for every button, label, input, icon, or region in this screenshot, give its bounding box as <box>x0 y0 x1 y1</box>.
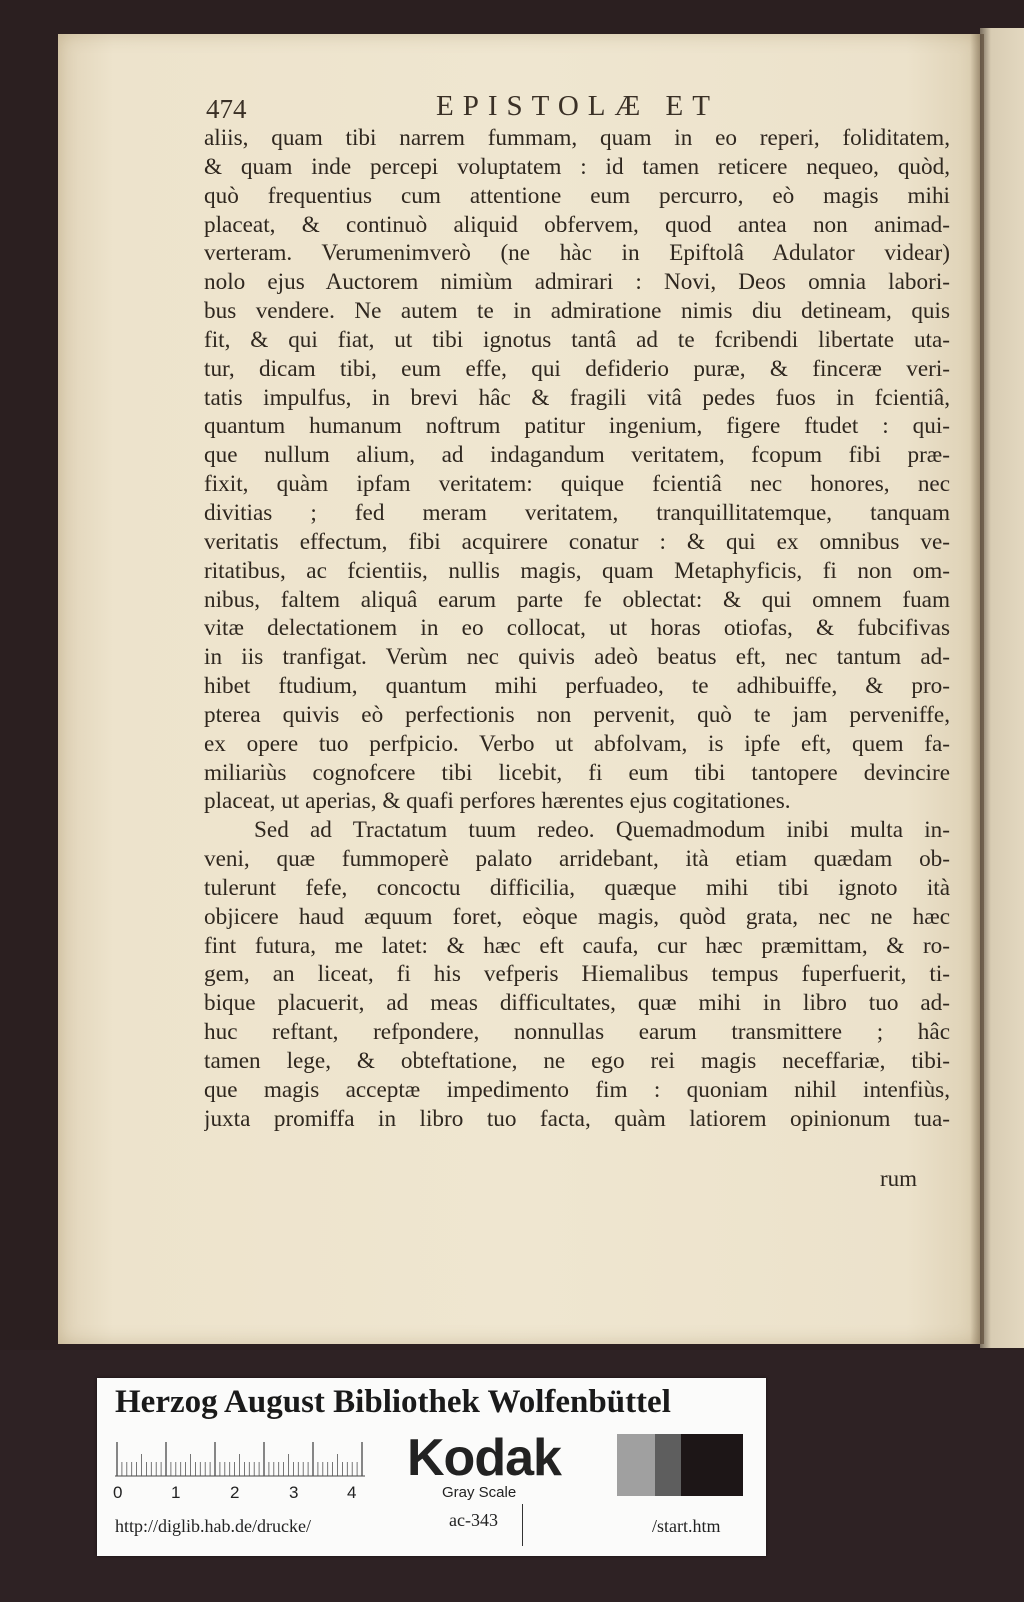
library-name: Herzog August Bibliothek Wolfenbüttel <box>115 1384 671 1420</box>
text-line: aliis, quam tibi narrem fummam, quam in eo reperi, foliditatem, <box>204 125 950 151</box>
card-url-left: http://diglib.hab.de/drucke/ <box>115 1516 311 1536</box>
text-line: huc reftant, refpondere, nonnullas earum transmittere ; hâc <box>204 1019 950 1046</box>
catchword: rum <box>880 1166 918 1191</box>
text-line: in iis tranfigat. Verùm nec quivis adeò beatus eft, nec tantum ad- <box>204 644 950 671</box>
text-line: veritatis effectum, fibi acquirere conatur : & qui ex omnibus ve- <box>204 528 950 555</box>
text-line: tatis impulfus, in brevi hâc & fragili vitâ pedes fuos in fcientiâ, <box>204 384 950 411</box>
header-title: EPISTOLÆ ET <box>436 90 719 122</box>
text-line: & quam inde percepi voluptatem : id tamen reticere nequeo, quòd, <box>204 153 950 180</box>
text-line: tulerunt fefe, concoctu difficilia, quæque mihi tibi ignoto ità <box>204 874 950 901</box>
text-line: fit, & qui fiat, ut tibi ignotus tantâ ad te fcribendi libertate uta- <box>204 326 950 353</box>
card-code: ac-343 <box>449 1510 498 1530</box>
gray-patch-mid <box>655 1434 681 1496</box>
gray-scale-label: Gray Scale <box>442 1484 517 1501</box>
text-line: fint futura, me latet: & hæc eft caufa, cur hæc præmittam, & ro- <box>204 932 950 959</box>
text-line: ex opere tuo perfpicio. Verbo ut abfolvam, is ipfe eft, quem fa- <box>204 730 950 757</box>
body-text <box>204 124 950 1134</box>
ruler-number: 2 <box>230 1483 240 1502</box>
ruler-scale <box>115 1440 375 1480</box>
text-line: divitias ; fed meram veritatem, tranquillitatemque, tanquam <box>204 499 950 526</box>
text-line: nibus, faltem aliquâ earum parte fe oblectat: & qui omnem fuam <box>204 586 950 613</box>
ruler-number: 4 <box>347 1483 357 1502</box>
text-line: bique placuerit, ad meas difficultates, quæ mihi in libro tuo ad- <box>204 990 950 1017</box>
gray-patch-light <box>617 1434 655 1496</box>
ruler-number: 0 <box>113 1483 123 1502</box>
kodak-logo: Kodak <box>407 1429 561 1487</box>
text-line: pterea quivis eò perfectionis non pervenit, quò te jam perveniffe, <box>204 701 950 728</box>
text-line: verteram. Verumenimverò (ne hàc in Epiftolâ Adulator videar) <box>204 240 950 267</box>
card-url-right: /start.htm <box>652 1516 721 1536</box>
text-line: tur, dicam tibi, eum effe, qui defiderio puræ, & finceræ veri- <box>204 355 950 382</box>
card-divider <box>522 1504 523 1546</box>
ruler-number: 1 <box>171 1483 181 1502</box>
text-line: objicere haud æquum foret, eòque magis, quòd grata, nec ne hæc <box>204 903 950 930</box>
facing-page-edge <box>980 28 1024 1348</box>
text-line: placeat, & continuò aliquid obfervem, quod antea non animad- <box>204 211 950 238</box>
text-line: gem, an liceat, fi his vefperis Hiemalibus tempus fuperfuerit, ti- <box>204 961 950 988</box>
text-line: ritatibus, ac fcientiis, nullis magis, quam Metaphyficis, fi non om- <box>204 557 950 584</box>
text-line: fixit, quàm ipfam veritatem: quique fcientiâ nec honores, nec <box>204 471 950 498</box>
text-line: nolo ejus Auctorem nimiùm admirari : Novi, Deos omnia labori- <box>204 269 950 296</box>
text-line: quò frequentius cum attentione eum percurro, eò magis mihi <box>204 182 950 209</box>
text-line: placeat, ut aperias, & quafi perfores hærentes ejus cogitationes. <box>204 788 791 815</box>
ruler-number: 3 <box>289 1483 299 1502</box>
text-line: que nullum alium, ad indagandum veritatem, fcopum fibi præ- <box>204 442 950 469</box>
text-line: vitæ delectationem in eo collocat, ut horas otiofas, & fubcifivas <box>204 615 950 642</box>
text-line: juxta promiffa in libro tuo facta, quàm latiorem opinionum tua- <box>204 1105 950 1132</box>
library-color-card <box>97 1378 766 1556</box>
text-line: tamen lege, & obteftatione, ne ego rei magis neceffariæ, tibi- <box>204 1048 950 1074</box>
gray-patch-dark <box>681 1434 743 1496</box>
text-line: Sed ad Tractatum tuum redeo. Quemadmodum inibi multa in- <box>254 817 950 844</box>
text-line: que magis acceptæ impedimento fim : quoniam nihil intenfiùs, <box>204 1076 950 1103</box>
text-line: veni, quæ fummoperè palato arridebant, ità etiam quædam ob- <box>204 846 950 873</box>
text-line: bus vendere. Ne autem te in admiratione nimis diu detineam, quis <box>204 298 950 325</box>
text-line: hibet ftudium, quantum mihi perfuadeo, te adhibuiffe, & pro- <box>204 673 950 700</box>
spine-shadow <box>970 34 984 1344</box>
text-line: miliariùs cognofcere tibi licebit, fi eum tibi tantopere devincire <box>204 759 950 786</box>
text-line: quantum humanum noftrum patitur ingenium, figere ftudet : qui- <box>204 413 950 440</box>
page-number: 474 <box>206 94 247 124</box>
